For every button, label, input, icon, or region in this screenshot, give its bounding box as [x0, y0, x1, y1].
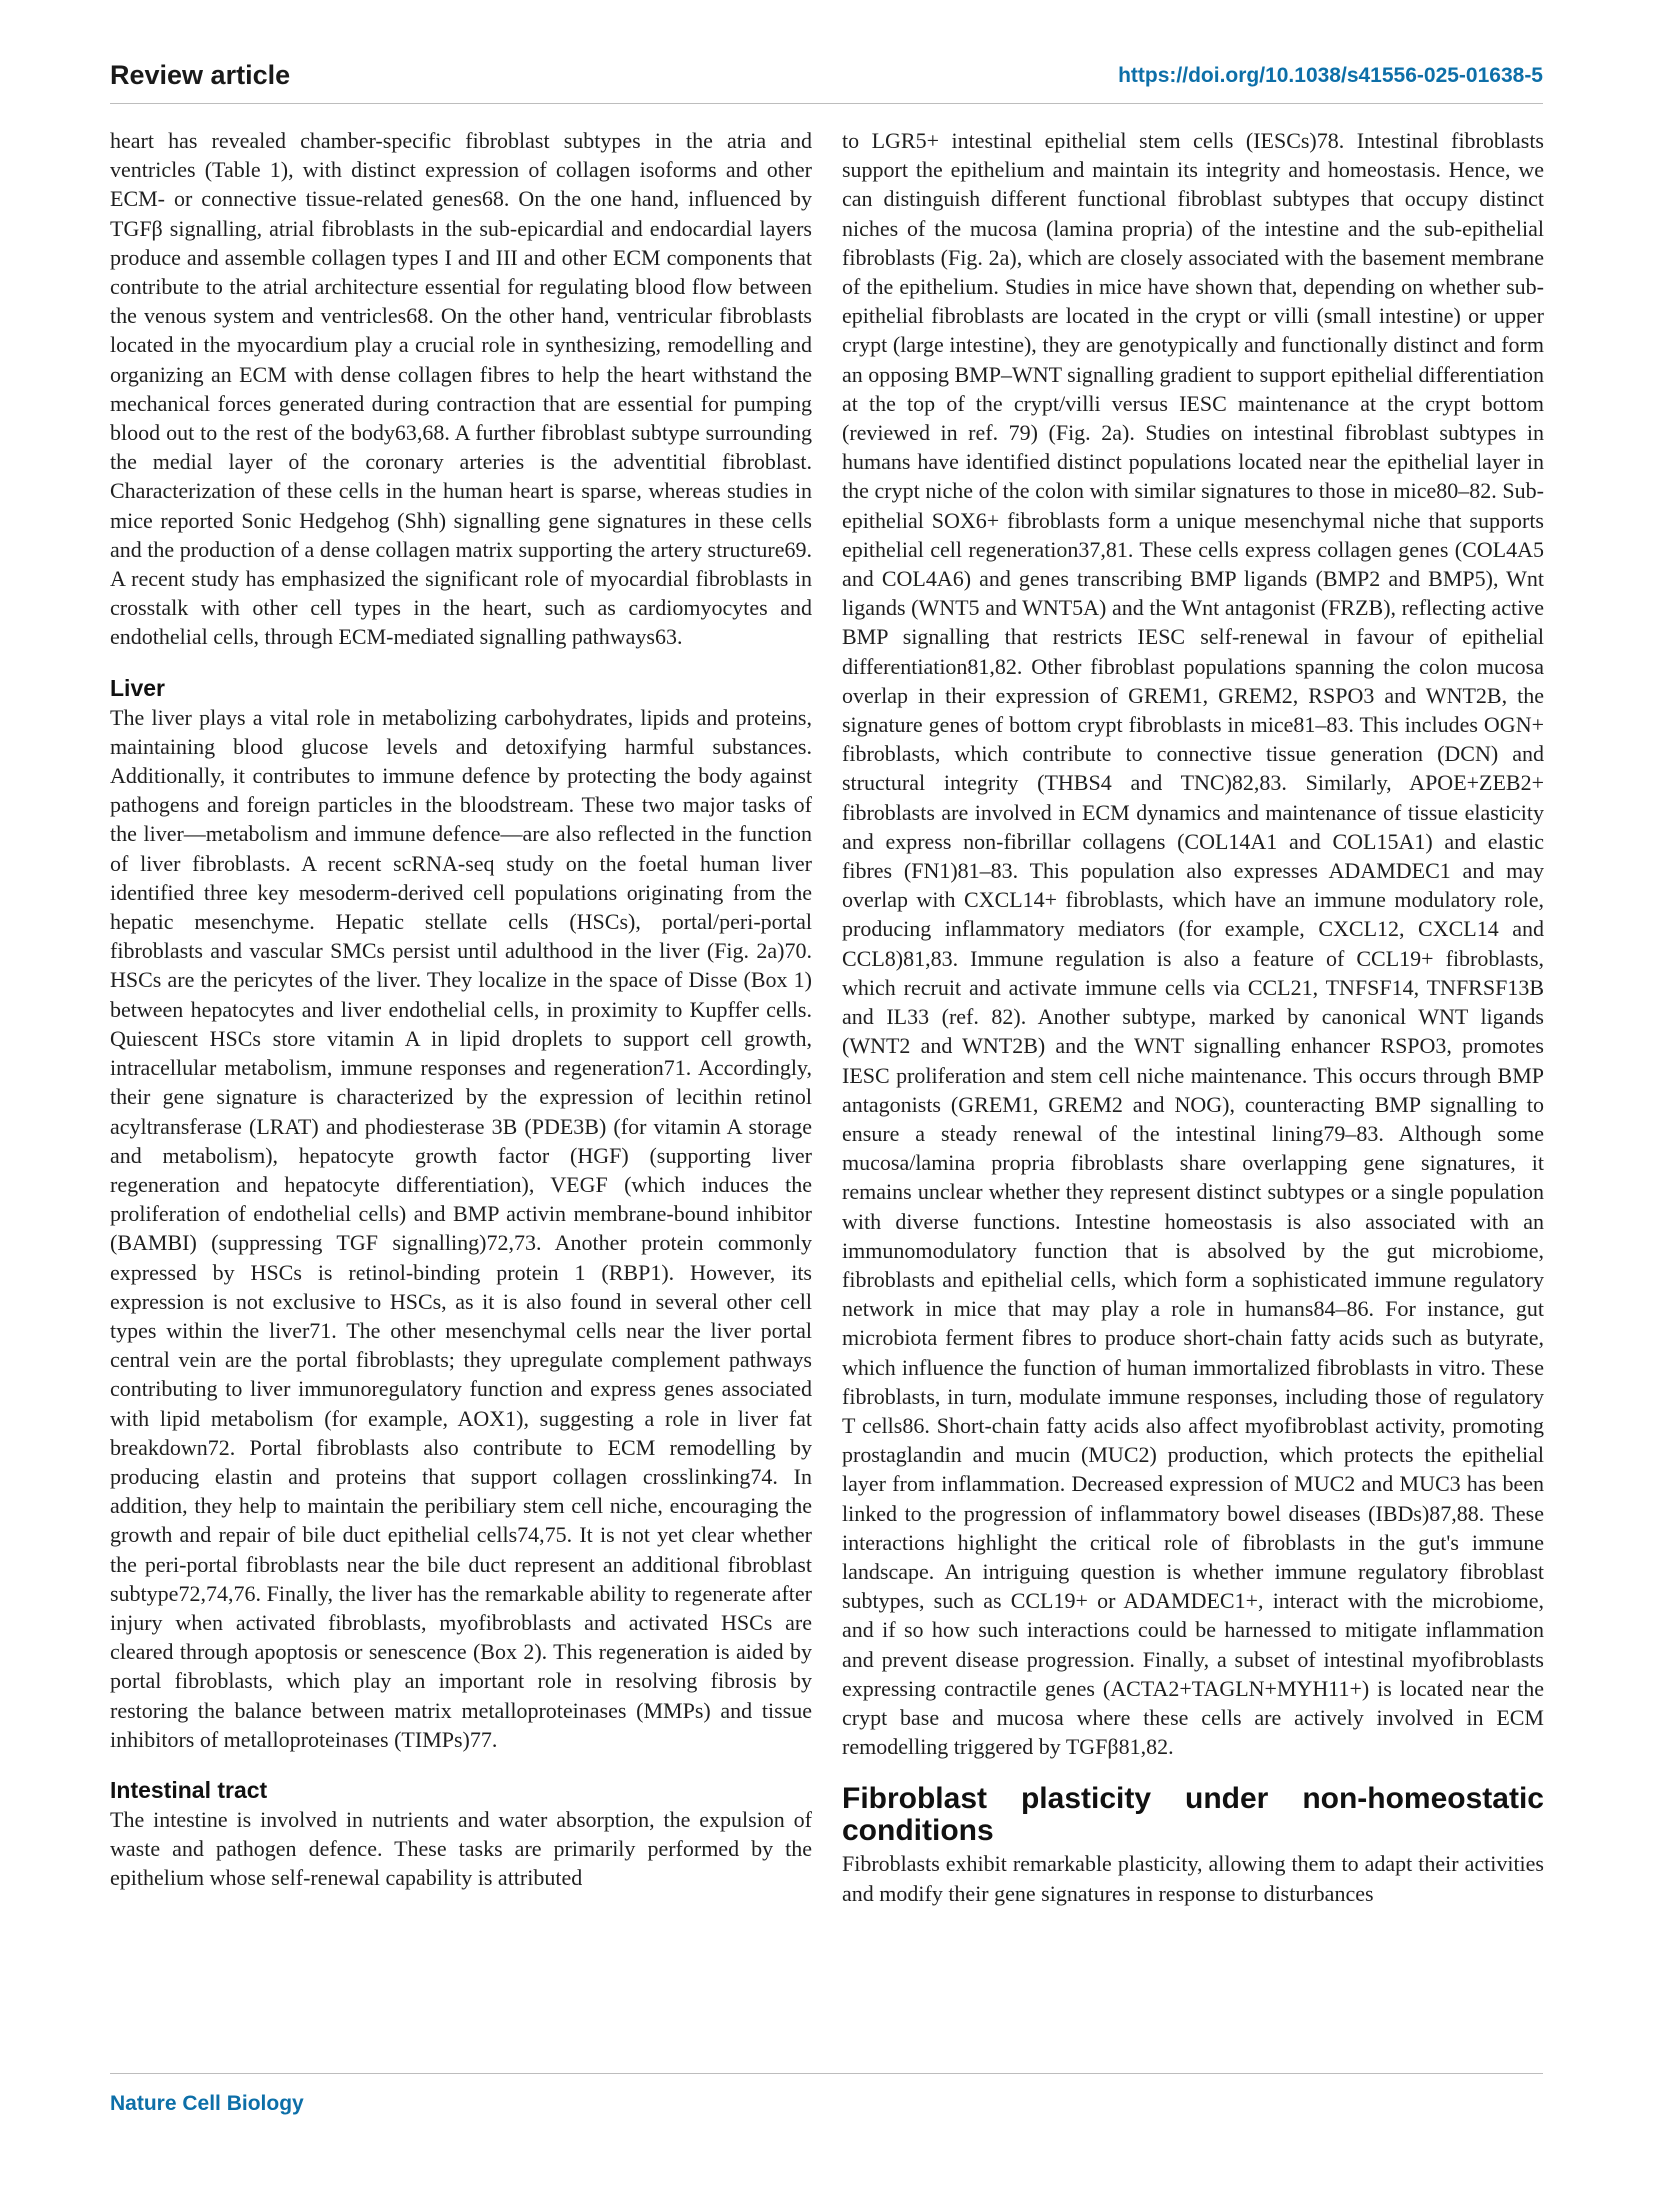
- article-type-label: Review article: [110, 60, 291, 90]
- plasticity-paragraph: Fibroblasts exhibit remarkable plasticity, allowing them to adapt their activities and modify their gene signatures in response to disturbances: [842, 1851, 1544, 1906]
- header-divider: [110, 103, 1543, 104]
- journal-name: Nature Cell Biology: [110, 2092, 304, 2115]
- intestinal-tract-heading: Intestinal tract: [110, 1776, 268, 1803]
- heart-paragraph: heart has revealed chamber-specific fibroblast subtypes in the atria and ventricles (Table 1), with distinct expression of collagen isoforms and other ECM- or connective tissue-related genes68. On the one hand, influenced by TGFβ signalling, atrial fibroblasts in the sub-epicardial and endocardial layers produce and assemble collagen types I and III and other ECM components that contribute to the atrial architecture essential for regulating blood flow between the venous system and ventricles68. On the other hand, ventricular fibroblasts located in the myocardium play a crucial role in synthesizing, remodelling and organizing an ECM with dense collagen fibres to help the heart withstand the mechanical forces generated during contraction that are essential for pumping blood out to the rest of the body63,68. A further fibroblast subtype surrounding the medial layer of the coronary arteries is the adventitial fibroblast. Characterization of these cells in the human heart is sparse, whereas studies in mice reported Sonic Hedgehog (Shh) signalling gene signatures in these cells and the production of a dense collagen matrix supporting the artery structure69. A recent study has emphasized the significant role of myocardial fibroblasts in crosstalk with other cell types in the heart, such as cardiomyocytes and endothelial cells, through ECM-mediated signalling pathways63.: [110, 128, 812, 650]
- liver-paragraph: The liver plays a vital role in metabolizing carbohydrates, lipids and proteins, maintaining blood glucose levels and detoxifying harmful substances. Additionally, it contributes to immune defence by protecting the body against pathogens and foreign particles in the bloodstream. These two major tasks of the liver—metabolism and immune defence—are also reflected in the function of liver fibroblasts. A recent scRNA-seq study on the foetal human liver identified three key mesoderm-derived cell populations originating from the hepatic mesenchyme. Hepatic stellate cells (HSCs), portal/peri-portal fibroblasts and vascular SMCs persist until adulthood in the liver (Fig. 2a)70. HSCs are the pericytes of the liver. They localize in the space of Disse (Box 1) between hepatocytes and liver endothelial cells, in proximity to Kupffer cells. Quiescent HSCs store vitamin A in lipid droplets to support cell growth, intracellular metabolism, immune responses and regeneration71. Accordingly, their gene signature is characterized by the expression of lecithin retinol acyltransferase (LRAT) and phodiesterase 3B (PDE3B) (for vitamin A storage and metabolism), hepatocyte growth factor (HGF) (supporting liver regeneration and hepatocyte differentiation), VEGF (which induces the proliferation of endothelial cells) and BMP activin membrane-bound inhibitor (BAMBI) (suppressing TGF signalling)72,73. Another protein commonly expressed by HSCs is retinol-binding protein 1 (RBP1). However, its expression is not exclusive to HSCs, as it is also found in several other cell types within the liver71. The other mesenchymal cells near the liver portal central vein are the portal fibroblasts; they upregulate complement pathways contributing to liver immunoregulatory function and express genes associated with lipid metabolism (for example, AOX1), suggesting a role in liver fat breakdown72. Portal fibroblasts also contribute to ECM remodelling by producing elastin and proteins that support collagen crosslinking74. In addition, they help to maintain the peribiliary stem cell niche, encouraging the growth and repair of bile duct epithelial cells74,75. It is not yet clear whether the peri-portal fibroblasts near the bile duct represent an additional fibroblast subtype72,74,76. Finally, the liver has the remarkable ability to regenerate after injury when activated fibroblasts, myofibroblasts and activated HSCs are cleared through apoptosis or senescence (Box 2). This regeneration is aided by portal fibroblasts, which play an important role in resolving fibrosis by restoring the balance between matrix metalloproteinases (MMPs) and tissue inhibitors of metalloproteinases (TIMPs)77.: [110, 704, 812, 1752]
- intestinal-paragraph-continued: to LGR5+ intestinal epithelial stem cells (IESCs)78. Intestinal fibroblasts support the epithelium and maintain its integrity and homeostasis. Hence, we can distinguish different functional fibroblast subtypes that occupy distinct niches of the mucosa (lamina propria) of the intestine and the sub-epithelial fibroblasts (Fig. 2a), which are closely associated with the basement membrane of the epithelium. Studies in mice have shown that, depending on whether sub-epithelial fibroblasts are located in the crypt or villi (small intestine) or upper crypt (large intestine), they are genotypically and functionally distinct and form an opposing BMP–WNT signalling gradient to support epithelial differentiation at the top of the crypt/villi versus IESC maintenance at the crypt bottom (reviewed in ref. 79) (Fig. 2a). Studies on intestinal fibroblast subtypes in humans have identified distinct populations located near the epithelial layer in the crypt niche of the colon with similar signatures to those in mice80–82. Sub-epithelial SOX6+ fibroblasts form a unique mesenchymal niche that supports epithelial cell regeneration37,81. These cells express collagen genes (COL4A5 and COL4A6) and genes transcribing BMP ligands (BMP2 and BMP5), Wnt ligands (WNT5 and WNT5A) and the Wnt antagonist (FRZB), reflecting active BMP signalling that restricts IESC self-renewal in favour of epithelial differentiation81,82. Other fibroblast populations spanning the colon mucosa overlap in their expression of GREM1, GREM2, RSPO3 and WNT2B, the signature genes of bottom crypt fibroblasts in mice81–83. This includes OGN+ fibroblasts, which contribute to connective tissue generation (DCN) and structural integrity (THBS4 and TNC)82,83. Similarly, APOE+ZEB2+ fibroblasts are involved in ECM dynamics and maintenance of tissue elasticity and express non-fibrillar collagens (COL14A1 and COL15A1) and elastic fibres (FN1)81–83. This population also expresses ADAMDEC1 and may overlap with CXCL14+ fibroblasts, which have an immune modulatory role, producing inflammatory mediators (for example, CXCL12, CXCL14 and CCL8)81,83. Immune regulation is also a feature of CCL19+ fibroblasts, which recruit and activate immune cells via CCL21, TNFSF14, TNFRSF13B and IL33 (ref. 82). Another subtype, marked by canonical WNT ligands (WNT2 and WNT2B) and the WNT signalling enhancer RSPO3, promotes IESC proliferation and stem cell niche maintenance. This occurs through BMP antagonists (GREM1, GREM2 and NOG), counteracting BMP signalling to ensure a steady renewal of the intestinal lining79–83. Although some mucosa/lamina propria fibroblasts share overlapping gene signatures, it remains unclear whether they represent distinct subtypes or a single population with diverse functions. Intestine homeostasis is also associated with an immunomodulatory function that is absolved by the gut microbiome, fibroblasts and epithelial cells, which form a sophisticated immune regulatory network in mice that may play a role in humans84–86. For instance, gut microbiota ferment fibres to produce short-chain fatty acids such as butyrate, which influence the function of human immortalized fibroblasts in vitro. These fibroblasts, in turn, modulate immune responses, including those of regulatory T cells86. Short-chain fatty acids also affect myofibroblast activity, promoting prostaglandin and mucin (MUC2) production, which protects the epithelial layer from inflammation. Decreased expression of MUC2 and MUC3 has been linked to the progression of inflammatory bowel diseases (IBDs)87,88. These interactions highlight the critical role of fibroblasts in the gut's immune landscape. An intriguing question is whether immune regulatory fibroblast subtypes, such as CCL19+ or ADAMDEC1+, interact with the microbiome, and if so how such interactions could be harnessed to mitigate inflammation and prevent disease progression. Finally, a subset of intestinal myofibroblasts expressing contractile genes (ACTA2+TAGLN+MYH11+) is located near the crypt base and mucosa where these cells are actively involved in ECM remodelling triggered by TGFβ81,82.: [842, 128, 1544, 1760]
- plasticity-heading: Fibroblast plasticity under non-homeostatic conditions: [842, 1782, 1544, 1848]
- doi-link[interactable]: https://doi.org/10.1038/s41556-025-01638-5: [1118, 64, 1543, 87]
- left-column: [110, 126, 812, 2066]
- liver-heading: Liver: [110, 674, 165, 701]
- right-column: [842, 126, 1544, 2066]
- footer-divider: [110, 2073, 1543, 2074]
- intestinal-paragraph: The intestine is involved in nutrients and water absorption, the expulsion of waste and pathogen defence. These tasks are primarily performed by the epithelium whose self-renewal capability is attributed: [110, 1806, 812, 1891]
